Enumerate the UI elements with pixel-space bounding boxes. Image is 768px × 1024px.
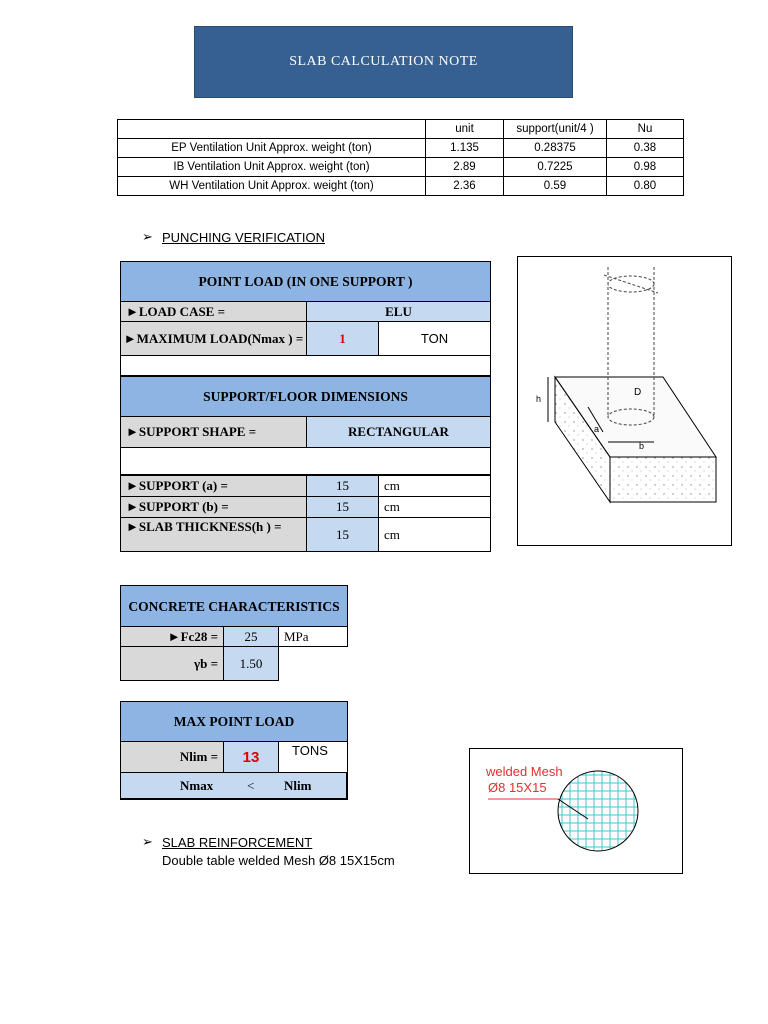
- table-cell: 0.38: [607, 139, 684, 158]
- slab-thickness-unit: cm: [378, 517, 491, 552]
- diagram-label-d: D: [634, 387, 642, 398]
- table-row: [118, 139, 684, 158]
- support-shape-label: ►SUPPORT SHAPE =: [120, 416, 307, 448]
- load-case-label: ►LOAD CASE =: [120, 301, 307, 322]
- punching-section-heading: [142, 228, 325, 246]
- support-shape-value: RECTANGULAR: [306, 416, 491, 448]
- table-cell: 2.89: [426, 158, 504, 177]
- slab-thickness-value: 15: [306, 517, 379, 552]
- table-header-cell: support(unit/4 ): [504, 120, 607, 139]
- reinforcement-section-heading: [142, 833, 312, 851]
- fc28-unit: MPa: [278, 626, 348, 647]
- mesh-label-line2: Ø8 15X15: [488, 780, 547, 795]
- max-load-number: 1: [339, 330, 346, 346]
- max-load-value: [306, 321, 379, 356]
- max-load-label: ►MAXIMUM LOAD(Nmax ) =: [120, 321, 307, 356]
- support-a-label: ►SUPPORT (a) =: [120, 475, 307, 497]
- comparison-nmax: Nmax: [180, 777, 214, 793]
- reinforcement-label: SLAB REINFORCEMENT: [162, 834, 313, 850]
- arrow-bullet-icon: ➢: [142, 229, 153, 244]
- table-row: [118, 177, 684, 196]
- table-header-cell: unit: [426, 120, 504, 139]
- table-header-cell: Nu: [607, 120, 684, 139]
- nlim-label: Nlim =: [120, 741, 224, 773]
- table-cell: 0.28375: [504, 139, 607, 158]
- table-cell: 1.135: [426, 139, 504, 158]
- support-b-value: 15: [306, 496, 379, 518]
- fc28-value: 25: [223, 626, 279, 647]
- page-title: SLAB CALCULATION NOTE: [194, 26, 573, 98]
- table-cell: EP Ventilation Unit Approx. weight (ton): [118, 139, 426, 158]
- concrete-header: CONCRETE CHARACTERISTICS: [120, 585, 348, 627]
- slab-thickness-label: ►SLAB THICKNESS(h ) =: [120, 517, 307, 552]
- support-a-value: 15: [306, 475, 379, 497]
- nlim-unit: TONS: [278, 741, 348, 773]
- arrow-bullet-icon: ➢: [142, 834, 153, 849]
- gamma-b-label: γb =: [120, 646, 224, 681]
- spacer-row: [120, 355, 491, 376]
- support-b-unit: cm: [378, 496, 491, 518]
- table-cell: 0.59: [504, 177, 607, 196]
- welded-mesh-figure: [469, 748, 683, 874]
- max-point-load-header: MAX POINT LOAD: [120, 701, 348, 742]
- table-header-cell: [118, 120, 426, 139]
- table-cell: 2.36: [426, 177, 504, 196]
- ventilation-units-table: [117, 119, 684, 196]
- fc28-label: ►Fc28 =: [120, 626, 224, 647]
- support-b-label: ►SUPPORT (b) =: [120, 496, 307, 518]
- welded-mesh-svg: [470, 749, 682, 873]
- diagram-label-h: h: [536, 394, 542, 404]
- table-cell: IB Ventilation Unit Approx. weight (ton): [118, 158, 426, 177]
- table-row: [118, 158, 684, 177]
- max-load-unit: TON: [378, 321, 491, 356]
- slab-diagram-svg: [518, 257, 731, 545]
- slab-punching-diagram: [517, 256, 732, 546]
- load-case-value: ELU: [306, 301, 491, 322]
- table-header-row: [118, 120, 684, 139]
- nlim-value: [223, 741, 279, 773]
- nlim-number: 13: [242, 748, 260, 766]
- spacer-row: [120, 447, 491, 475]
- comparison-row: [120, 772, 348, 800]
- diagram-label-a: a: [594, 424, 600, 434]
- table-cell: 0.7225: [504, 158, 607, 177]
- punching-label: PUNCHING VERIFICATION: [162, 229, 325, 245]
- table-cell: WH Ventilation Unit Approx. weight (ton): [118, 177, 426, 196]
- diagram-label-b: b: [639, 441, 645, 451]
- comparison-nlim: Nlim: [284, 777, 312, 793]
- support-dimensions-header: SUPPORT/FLOOR DIMENSIONS: [120, 376, 491, 417]
- table-cell: 0.98: [607, 158, 684, 177]
- comparison-operator: <: [247, 777, 255, 793]
- table-cell: 0.80: [607, 177, 684, 196]
- mesh-label-line1: welded Mesh: [486, 764, 563, 779]
- gamma-b-value: 1.50: [223, 646, 279, 681]
- support-a-unit: cm: [378, 475, 491, 497]
- reinforcement-description: Double table welded Mesh Ø8 15X15cm: [162, 853, 395, 868]
- point-load-header: POINT LOAD (IN ONE SUPPORT ): [120, 261, 491, 302]
